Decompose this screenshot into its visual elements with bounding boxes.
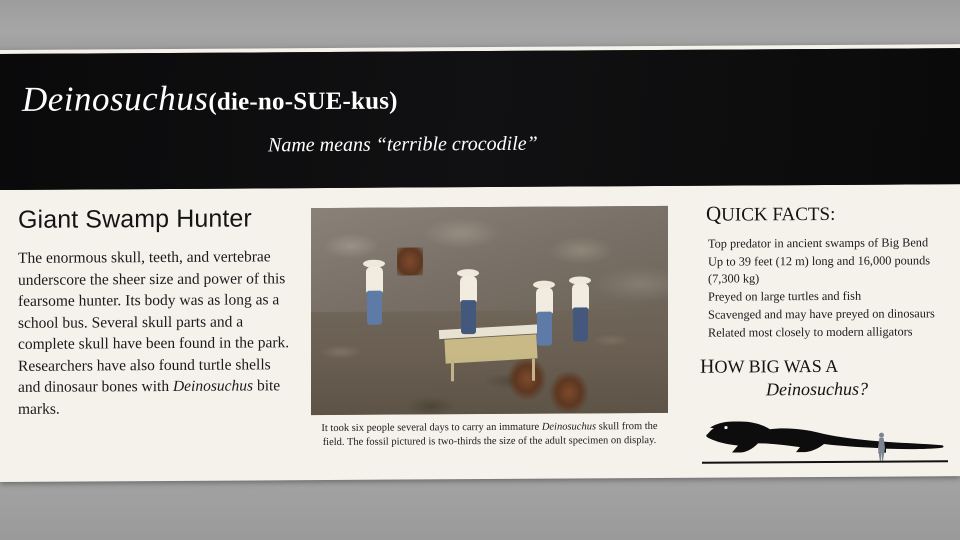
- name-meaning: Name means “terrible crocodile”: [268, 132, 538, 157]
- quick-facts-heading-rest: UICK FACTS:: [721, 203, 836, 226]
- scale-ground-line: [702, 460, 948, 464]
- list-item: Top predator in ancient swamps of Big Bend: [708, 235, 929, 251]
- photo-person-shirt: [460, 276, 477, 302]
- photo-person-shirt: [536, 288, 553, 314]
- photo-person-pants: [367, 291, 382, 325]
- sign-header: [0, 48, 960, 190]
- how-big-heading-rest: OW BIG WAS A: [714, 355, 839, 377]
- photo-stretcher-legs: [451, 359, 535, 382]
- photo-block: [311, 206, 668, 450]
- scale-comparison-diagram: [700, 404, 948, 468]
- list-item: Preyed on large turtles and fish: [708, 288, 862, 304]
- how-big-heading: [700, 354, 948, 402]
- caption-italic: Deinosuchus: [541, 421, 597, 433]
- photo-person-pants: [461, 300, 476, 334]
- caption-part-1: It took six people several days to carry an immature: [321, 421, 542, 435]
- body-text-part-1: The enormous skull, teeth, and vertebrae underscore the sheer size and power of this fearsome hunter. Its body was as long as a school bus. Several skull parts and a complete skull have been found in the park. Researchers have also found turtle shells and dinosaur bones with: [18, 248, 290, 396]
- list-item: Related most closely to modern alligators: [708, 324, 913, 340]
- quick-facts-heading-initial: Q: [706, 201, 722, 226]
- how-big-species: Deinosuchus?: [766, 378, 868, 400]
- photo-person-shirt: [366, 267, 383, 293]
- photo-bush: [543, 366, 595, 415]
- list-item: Scavenged and may have preyed on dinosaurs: [708, 306, 935, 322]
- body-text-part-2: bite marks.: [18, 377, 281, 418]
- body-paragraph: [18, 246, 296, 420]
- pronunciation-stress: SUE: [293, 87, 343, 116]
- list-item: Up to 39 feet (12 m) long and 16,000 pounds (7,300 kg): [708, 253, 930, 286]
- page-title: [22, 78, 398, 120]
- human-scale-figure-icon: [877, 433, 886, 461]
- left-text-column: [18, 204, 296, 420]
- photo-person-pants: [537, 312, 552, 346]
- photo-bush: [397, 247, 423, 275]
- section-heading-giant-swamp-hunter: Giant Swamp Hunter: [18, 204, 252, 234]
- pronunciation-pre: (die-no-: [208, 88, 294, 116]
- species-name: Deinosuchus: [22, 78, 209, 119]
- photo-caption: [311, 420, 668, 450]
- quick-facts-list: [700, 234, 948, 342]
- how-big-heading-initial: H: [700, 355, 715, 378]
- background-band-bottom: [0, 478, 960, 540]
- quick-facts-heading: [706, 200, 948, 226]
- field-photo: [311, 206, 668, 415]
- deinosuchus-silhouette-icon: [700, 404, 948, 464]
- photo-person-shirt: [572, 283, 589, 309]
- interpretive-sign: [0, 44, 960, 482]
- photo-person-pants: [573, 307, 588, 341]
- pronunciation-post: -kus): [342, 87, 398, 115]
- human-figure-head: [879, 433, 884, 438]
- caption-part-2: skull from the field. The fossil pictured is two-thirds the size of the adult specimen on display.: [322, 420, 658, 449]
- body-text-italic: Deinosuchus: [172, 377, 254, 395]
- right-column: [700, 200, 948, 468]
- human-figure-body: [878, 438, 885, 461]
